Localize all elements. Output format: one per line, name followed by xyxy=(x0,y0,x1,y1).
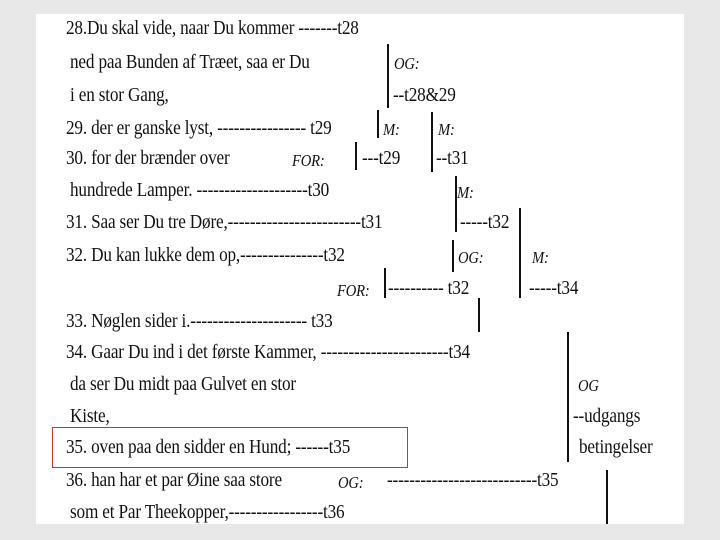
bracket-line xyxy=(455,176,457,232)
text-line-30: 30. for der brænder over xyxy=(66,147,230,169)
text-line-32: 32. Du kan lukke dem op,---------------t32 xyxy=(66,244,345,266)
annotation-og-3-line-3: betingelser xyxy=(579,436,653,458)
bracket-line xyxy=(387,44,389,108)
annotation-m-2-end: --t31 xyxy=(436,147,469,169)
bracket-line xyxy=(478,298,480,332)
annotation-m-3-end: -----t32 xyxy=(460,211,510,233)
annotation-for-2: FOR: xyxy=(337,281,370,300)
bracket-line xyxy=(606,470,608,524)
annotation-og-1: OG: xyxy=(394,54,420,73)
text-line-28-cont-2: i en stor Gang, xyxy=(70,84,169,106)
annotation-for-1-end: ---t29 xyxy=(362,147,401,169)
text-line-29: 29. der er ganske lyst, ---------------- t29 xyxy=(66,117,332,139)
annotation-og-4-end: ---------------------------t35 xyxy=(387,469,559,491)
bracket-line xyxy=(519,208,521,298)
text-line-34: 34. Gaar Du ind i det første Kammer, -----------------------t34 xyxy=(66,341,470,363)
annotation-og-4: OG: xyxy=(338,473,364,492)
text-line-28: 28.Du skal vide, naar Du kommer -------t28 xyxy=(66,17,359,39)
annotation-og-3-line-2: --udgangs xyxy=(573,405,641,427)
text-line-34-cont-1: da ser Du midt paa Gulvet en stor xyxy=(70,373,296,395)
text-line-36-cont: som et Par Theekopper,-----------------t36 xyxy=(70,501,345,523)
text-line-34-cont-2: Kiste, xyxy=(70,405,110,427)
annotation-m-3: M: xyxy=(457,183,474,202)
annotation-m-4-end: -----t34 xyxy=(529,277,579,299)
annotation-m-2: M: xyxy=(438,120,455,139)
text-line-30-cont: hundrede Lamper. --------------------t30 xyxy=(70,179,330,201)
bracket-line xyxy=(384,268,386,298)
bracket-line xyxy=(452,240,454,272)
annotation-m-1: M: xyxy=(383,120,400,139)
text-line-31: 31. Saa ser Du tre Døre,------------------------t31 xyxy=(66,211,383,233)
text-line-28-cont-1: ned paa Bunden af Træet, saa er Du xyxy=(70,51,310,73)
annotation-m-4: M: xyxy=(532,248,549,267)
bracket-line xyxy=(355,142,357,170)
annotation-og-2: OG: xyxy=(458,248,484,267)
bracket-line xyxy=(567,332,569,462)
annotation-og-1-end: --t28&29 xyxy=(393,84,456,106)
annotation-for-1: FOR: xyxy=(292,151,325,170)
text-line-36: 36. han har et par Øine saa store xyxy=(66,469,282,491)
highlight-box-line-35 xyxy=(52,427,408,468)
bracket-line xyxy=(377,110,379,138)
annotation-og-3: OG xyxy=(578,376,599,395)
text-line-33: 33. Nøglen sider i.--------------------- t33 xyxy=(66,310,333,332)
text-line-35: 35. oven paa den sidder en Hund; ------t35 xyxy=(66,436,351,458)
text-line-32-dash: ---------- t32 xyxy=(388,277,470,299)
bracket-line xyxy=(431,112,433,172)
